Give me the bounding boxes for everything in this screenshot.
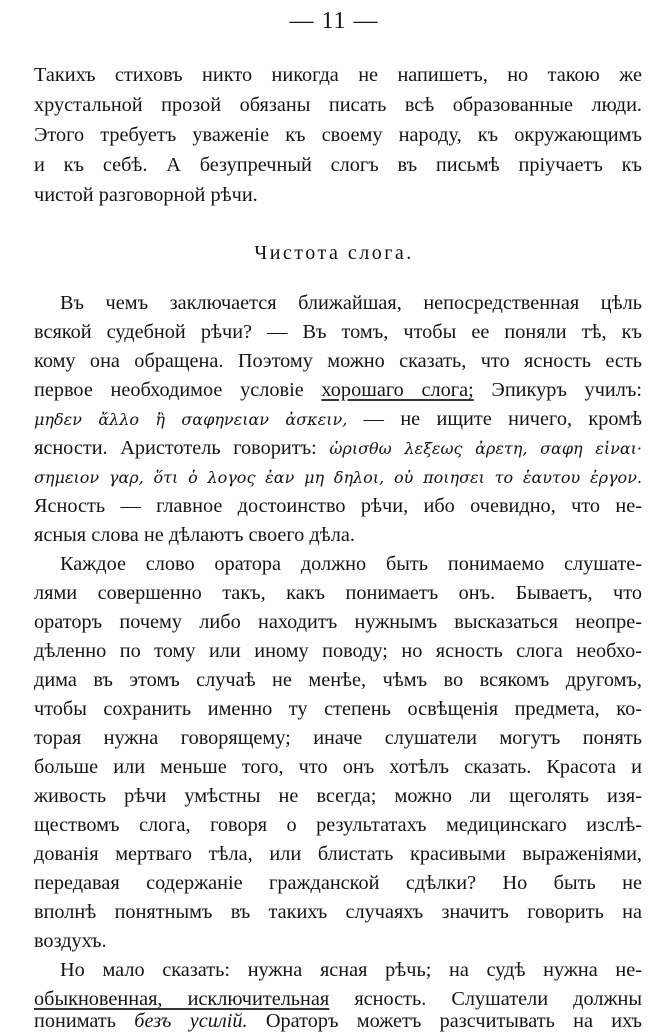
- text-line: Такихъ стиховъ никто никогда не напишетъ, но такою же: [34, 64, 642, 86]
- text-line: [34, 462, 642, 493]
- page-number: — 11 —: [289, 8, 379, 34]
- text-line: ясныя слова не дѣлаютъ своего дѣла.: [34, 524, 355, 546]
- text-line: вполнѣ понятнымъ въ такихъ случаяхъ значитъ говорить на: [34, 901, 642, 923]
- greek-quote: σημειον γαρ, ὅτι ὁ λογος ἐαν μη δηλοι, οὐ ποιησει το ἑαυτου ἐργον.: [34, 468, 642, 487]
- section-heading: Чистота слога.: [254, 242, 414, 264]
- text-line: Этого требуетъ уваженіе къ своему народу, къ окружающимъ: [34, 124, 642, 146]
- text-line: чистой разговорной рѣчи.: [34, 184, 258, 206]
- text-line: [34, 433, 642, 464]
- text-run: Эпикуръ училъ:: [473, 379, 642, 401]
- italic-phrase: безъ усилій.: [134, 1010, 248, 1032]
- text-line: воздухъ.: [34, 930, 107, 952]
- text-line: Каждое слово оратора должно быть понимаемо слушате-: [60, 553, 642, 575]
- text-line: всякой судебной рѣчи? — Въ томъ, чтобы ее поняли тѣ, къ: [34, 321, 642, 343]
- text-line: дѣленно по тому или иному поводу; но ясность слога необхо-: [34, 640, 642, 662]
- underlined-phrase: обыкновенная, исключительная: [34, 988, 330, 1010]
- text-line: и къ себѣ. А безупречный слогъ въ письмѣ пріучаетъ къ: [34, 154, 642, 176]
- text-run: первое необходимое условіе: [34, 379, 322, 401]
- text-line: Ясность — главное достоинство рѣчи, ибо очевидно, что не-: [34, 495, 642, 517]
- text-line: Въ чемъ заключается ближайшая, непосредственная цѣль: [60, 292, 642, 314]
- underlined-phrase: хорошаго слога;: [321, 379, 474, 401]
- text-line: кому она обращена. Поэтому можно сказать, что ясность есть: [34, 350, 642, 372]
- text-line: ществомъ слога, говоря о результатахъ медицинскаго изслѣ-: [34, 814, 642, 836]
- text-line: лями совершенно такъ, какъ понимаетъ онъ. Бываетъ, что: [34, 582, 642, 604]
- text-run: — не ищите ничего, кромѣ: [347, 408, 642, 430]
- text-run: понимать: [34, 1010, 135, 1032]
- text-line: передавая содержаніе гражданской сдѣлки? Но быть не: [34, 872, 642, 894]
- text-line: дованія мертваго тѣла, или блистать красивыми выраженіями,: [34, 843, 642, 865]
- greek-quote: ὡρισθω λεξεως ἀρετη, σαφη εἰναι·: [329, 439, 642, 458]
- text-line: больше или меньше того, что онъ хотѣлъ сказать. Красота и: [34, 756, 642, 778]
- text-line: хрустальной прозой обязаны писать всѣ образованные люди.: [34, 94, 642, 116]
- text-line: [34, 1006, 642, 1036]
- text-run: ясность. Слушатели должны: [329, 988, 642, 1010]
- text-line: торая нужна говорящему; иначе слушатели могутъ понять: [34, 727, 642, 749]
- text-line: живость рѣчи умѣстны не всегда; можно ли щеголять изя-: [34, 785, 642, 807]
- text-line: дима въ этомъ случаѣ не менѣе, чѣмъ во всякомъ другомъ,: [34, 669, 642, 691]
- text-line: [34, 375, 642, 405]
- text-line: чтобы сохранить именно ту степень освѣщенія предмета, ко-: [34, 698, 642, 720]
- text-line: ораторъ почему либо находитъ нужнымъ высказаться неопре-: [34, 611, 642, 633]
- text-line: Но мало сказать: нужна ясная рѣчь; на судѣ нужна не-: [60, 959, 642, 981]
- text-run: ясности. Аристотель говоритъ:: [34, 437, 330, 459]
- greek-quote: μηδεν ἄλλο ἢ σαφηνειαν ἀσκειν,: [34, 410, 348, 429]
- text-line: [34, 404, 642, 435]
- text-run: Ораторъ можетъ разсчитывать на ихъ: [247, 1010, 642, 1032]
